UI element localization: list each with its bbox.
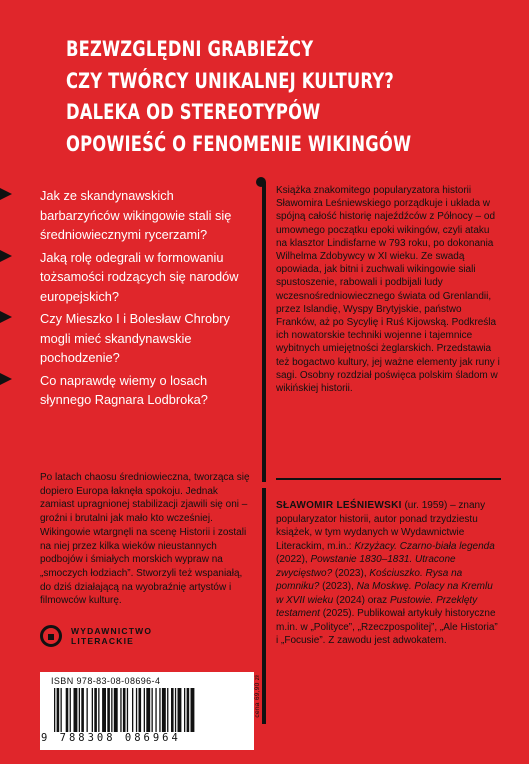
barcode-icon — [50, 688, 242, 737]
publisher-logo — [40, 625, 152, 647]
barcode-digits: 9 788308 086964 — [41, 732, 181, 744]
arrow-icon — [0, 373, 12, 385]
question-text: Czy Mieszko I i Bolesław Chrobry mogli mieć skandynawskie pochodzenie? — [40, 311, 230, 365]
question-text: Jak ze skandynawskich barbarzyńców wikingowie stali się średniowiecznymi rycerzami? — [40, 188, 232, 242]
headline — [66, 34, 412, 160]
publisher-name: WYDAWNICTWO LITERACKIE — [71, 626, 153, 646]
arrow-icon — [0, 311, 12, 323]
headline-line-2: CZY TWÓRCY UNIKALNEJ KULTURY? — [66, 68, 394, 93]
column-divider-top — [262, 182, 266, 482]
question-item — [40, 248, 255, 307]
publisher-mark-icon — [40, 625, 62, 647]
question-item — [40, 309, 255, 368]
barcode-box — [40, 672, 254, 750]
arrow-icon — [0, 250, 12, 262]
questions-list — [40, 186, 255, 413]
question-text: Jaką rolę odegrali w formowaniu tożsamości rodzących się narodów europejskich? — [40, 249, 239, 304]
book-title: Powstanie 1830–1831. Utracone zwycięstwo? — [276, 554, 456, 579]
isbn-label: ISBN 978-83-08-08696-4 — [51, 676, 161, 686]
author-name: SŁAWOMIR LEŚNIEWSKI — [276, 500, 402, 511]
headline-line-3: DALEKA OD STEREOTYPÓW — [66, 100, 321, 124]
arrow-icon — [0, 188, 12, 200]
question-text: Co naprawdę wiemy o losach słynnego Ragnara Lodbroka? — [40, 372, 208, 407]
book-title: Kościuszko. Rysa na pomniku? — [276, 567, 463, 592]
author-bio: SŁAWOMIR LEŚNIEWSKI (ur. 1959) – znany popularyzator historii, autor ponad trzydziestu książek, w tym wydanych w Wydawnictwie Literackim, m.in.: Krzyżacy. Czarno-biała legenda (2022), Powstanie 1830–1831. Utracone zwycięstwo? (2023), Kościuszko. Rysa na pomniku? (2023), Na Moskwę. Polacy na Kremlu w XVII wieku (2024) oraz Pustowie. Przeklęty testament (2025). Publikował artykuły historyczne m.in. w „Polityce”, „Rzeczpospolitej”, „Ale Historia” i „Focusie”. Z zawodu jest adwokatem. — [276, 500, 498, 646]
book-title: Krzyżacy. Czarno-biała legenda — [354, 540, 495, 552]
section-rule — [276, 478, 501, 480]
headline-line-1: BEZWZGLĘDNI GRABIEŻCY — [66, 37, 314, 61]
question-item — [40, 371, 255, 410]
book-title: Na Moskwę. Polacy na Kremlu w XVII wieku — [276, 581, 493, 606]
headline-line-4: OPOWIEŚĆ O FENOMENIE WIKINGÓW — [66, 131, 412, 156]
book-description: Książka znakomitego popularyzatora historii Sławomira Leśniewskiego porządkuje i układa w spójną całość historię najeźdźców z Północy – od umownego początku epoki wikingów, czyli ataku na klasztor Lindisfarne w 793 roku, po dokonania Wilhelma Zdobywcy w XI wieku. Ze swadą opowiada, jak bitni i zuchwali wikingowie siali spustoszenie, rabowali i podbijali ludy wczesnośredniowiecznego świata od Grenlandii, przez Islandię, Wyspy Brytyjskie, państwo Franków, aż po Sycylię i Ruś Kijowską. Podkreśla ich nowatorskie techniki wojenne i tajemnice wybitnych umiejętności żeglarskich. Przedstawia też bogactwo kultury, jej ważne elementy jak runy i sagi. Osobny rozdział poświęca polskim śladom w wikińskiej historii. — [276, 185, 500, 395]
question-item — [40, 186, 255, 245]
column-divider-bottom — [262, 488, 266, 724]
book-title: Pustowie. Przeklęty testament — [276, 594, 478, 619]
intro-paragraph: Po latach chaosu średniowieczna, tworząca się dopiero Europa łaknęła spokoju. Jednak zamiast upragnionej stabilizacji zjawili się oni – groźni i brutalni jak mało kto wcześniej. Wikingowie wtargnęli na scenę Historii i zostali na niej przez kilka wieków nieustannych podbojów i śmiałych morskich wypraw na „smoczych łodziach”. Stworzyli też wspaniałą, do dziś działającą na wyobraźnię artystów i filmowców kulturę. — [40, 472, 250, 607]
price-label: cena 69,90 zł — [254, 675, 261, 718]
